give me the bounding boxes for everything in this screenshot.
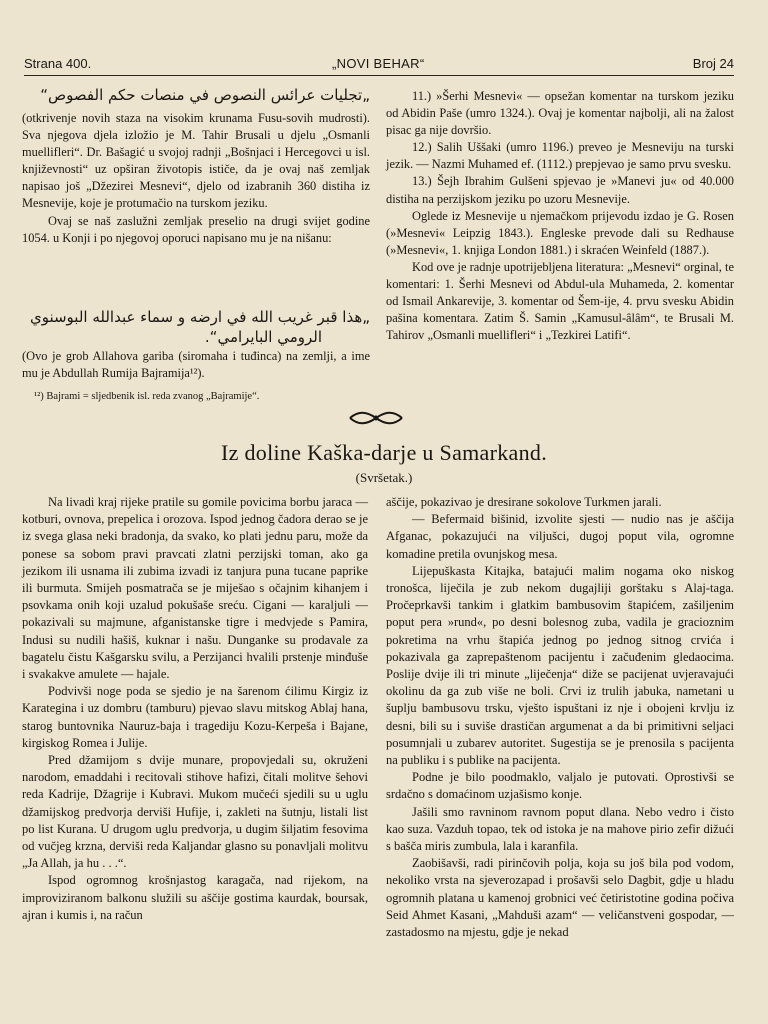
arabic-title-line: „تجليات عرائس النصوص في منصات حكم الفصوص“ (40, 86, 370, 104)
paragraph: Oglede iz Mesnevije u njemačkom prijevodu izdao je G. Rosen (»Mesnevi« Leipzig 1843.). Engleske prevode dali su Redhause (»Mesnevi«, 1. knjiga London 1881.) i skraćen Weinfeld (1887.). (386, 208, 734, 257)
paragraph: Lijepuškasta Kitajka, batajući malim nogama oko niskog tronošca, liječila je zub nekom dugajliji gorštaku s Alaj-taga. Pročeprkavši tankim i glatkim bambusovim štapićem, zašiljenim poput pera »rund«, po desni bolesnog zuba, vadila je gracioznim pokretima na vrhu štapića jednog po jednog sitnog crvića i pokazivala ga zaprepaštenom pacijentu i začuđenim gledaocima. Poslije dvije ili tri minute „liječenja“ diže se pacijenat uvjeravajući okolinu da ga zub više ne boli. Crvi iz trulih jabuka, nametani u šuplju bambusovu trsku, vješto ispuštani iz nje i obojeni krvlju iz desni, bili su i suviše drastičan argumenat a da bi primitivni seljaci posumnjali u zubarev autoritet. Sugestija se je prenosila s pacijenta na publiku i s publike na pacijenta. (386, 563, 734, 768)
paragraph: Ispod ogromnog krošnjastog karagača, nad rijekom, na improviziranom balkonu služili su aščije gostima kaurdak, boursak, ajran i kumis i, na račun (22, 873, 368, 922)
paragraph: 13.) Šejh Ibrahim Gulšeni spjevao je »Manevi ju« od 40.000 distiha na perzijskom jeziku po uzoru Mesnevije. (386, 174, 734, 206)
article-subtitle: (Svršetak.) (355, 470, 413, 485)
paragraph: Kod ove je radnje upotrijebljena literatura: „Mesnevi“ orginal, te komentari: 1. Šerhi Mesnevi od Abdul-ula Muhameda, 2. komentar od Ismail Ankarevije, 3. komentar od Šem-ije, 4. prvu svesku Abidin pašina komentara. Zatim Š. Samin „Kamusul-âlâm“, te Brusali M. Tahirov „Osmanli muellifleri“ i „Tezkirei Latifi“. (386, 259, 734, 343)
footnote: ¹²) Bajrami = sljedbenik isl. reda zvanog „Bajramije“. (34, 391, 260, 402)
issue-number: Broj 24 (692, 56, 734, 71)
paragraph: Jašili smo ravninom ravnom poput dlana. Nebo vedro i čisto kao suza. Vazduh topao, tek od istoka je na mahove pirio zefir dižući s bašča miris zumbula, lala i karanfila. (386, 804, 734, 854)
paragraph: Na livadi kraj rijeke pratile su gomile povicima borbu jaraca — kotburi, ovnova, prepelica i orozova. Ispod jednog čadora derao se je iz svega glasa neki bradonja, da svako, ko plati jednu paru, može da ponese sa sobom pravi pravcati zlatni perzijski toman, ako ga jezikom ili usnama ili zubima izvadi iz tanjura puna tucane paprike ili burmuta. Smijeh posmatrača se je miješao s očajnim kihanjem i psovkama onih koji uzalud pokušaše sreću. Cigani — karaljuli — pokazivali su majmune, afganistanske tigre i medvjede s Pamira, Indusi su nudili hašiš, kuknar i našu. Dunganke su prodavale za bagatelu čistu Kašgarsku svilu, a Perzijanci hvalili prstenje minđuše i svakakve amulete — hajale. (22, 495, 368, 682)
paragraph: 12.) Salih Uššaki (umro 1196.) preveo je Mesneviju na turski jezik. — Nazmi Muhamed ef. (1112.) prepjevao je samo prvu svesku. (386, 140, 734, 172)
running-header (24, 54, 734, 74)
ornament-icon (348, 409, 404, 427)
paragraph: Pred džamijom s dvije munare, propovjedali su, okruženi narodom, emaddahi i recitovali stihove hafizi, čitali molitve šehovi reda Kadrije, Džagrije i Kubravi. Mukom mučeći sjedili su u uglu džamijskog predvorja derviši Hufije, i, zakleti na šutnju, listali list po list Kurana. U drugom uglu predvorja, u dugim šiljatim fesovima od vučjeg krzna, derviši reda Kaljandar glasno su ponavljali molitvu „Ja Allah, ja hu . . .“. (22, 753, 368, 871)
paragraph: Podne je bilo poodmaklo, valjalo je putovati. Oprostivši se srdačno s domaćinom uzjašismo konje. (386, 770, 734, 802)
journal-title: „NOVI BEHAR“ (332, 56, 425, 71)
left-column-translation (22, 348, 370, 382)
paragraph: aščije, pokazivao je dresirane sokolove Turkmen jarali. (386, 495, 662, 509)
paragraph: Podvivši noge poda se sjedio je na šarenom ćilimu Kirgiz iz Karategina i uz dombru (tamburu) pjevao slavu mitskog Ablaj hana, starog buntovnika Nauruz-baja i tragediju Kozu-Kerpeša i Bajane, kirgiskog Romea i Julije. (22, 684, 368, 750)
arabic-epitaph-line2: الرومي البايرامي“. (204, 328, 322, 346)
paragraph: — Befermaid bišinid, izvolite sjesti — nudio nas je aščija Afganac, pokazujući na viljušci, dugoj poput vila, ogromne komadine pretila ovunjskog mesa. (386, 512, 734, 561)
arabic-epitaph-line1: „هذا قبر غريب الله في ارضه و سماء عبدالله البوسنوي (29, 308, 370, 326)
left-column-top (22, 110, 370, 247)
paragraph: (otkrivenje novih staza na visokim krunama Fusu-sovih mudrosti). Sva njegova djela izložio je M. Tahir Brusali u djelu „Osmanli muellifleri“. Dr. Bašagić u svojoj radnji „Bošnjaci i Hercegovci u isl. književnosti“ uz opširan životopis ističe, da je ovaj naš zemljak napisao još „Džezirei Mesnevi“, djelo od izabranih 360 distiha iz Mesnevije, koje je protumačio na turskom jeziku. (22, 111, 370, 211)
header-rule (24, 75, 734, 76)
paragraph: Zaobišavši, radi pirinčovih polja, koja su još bila pod vodom, nekoliko vrsta na sjeverozapad i prošavši selo Dagbit, gdje u hladu ogromnih platana u kamenoj grobnici već četiristotine godina počiva Seid Ahmet Kasani, „Mahduši azam“ — veličanstveni gospodar, — zastadosmo na mjestu, gdje je nekad (386, 856, 734, 940)
paragraph: 11.) »Šerhi Mesnevi« — opsežan komentar na turskom jeziku od Abidin Paše (umro 1324.). Ovaj je komentar najbolji, ali na žalost pisac ga nije dovršio. (386, 89, 734, 138)
paragraph: Ovaj se naš zaslužni zemljak preselio na drugi svijet godine 1054. u Konji i po njegovoj oporuci napisano mu je na nišanu: (22, 213, 370, 245)
article-title: Iz doline Kaška-darje u Samarkand. (220, 440, 548, 465)
paragraph: (Ovo je grob Allahova gariba (siromaha i tuđinca) na zemlji, a ime mu je Abdullah Rumija Bajramija¹²). (22, 349, 370, 381)
page-number: Strana 400. (24, 56, 92, 71)
right-column-bottom (386, 494, 734, 941)
right-column-top (386, 88, 734, 344)
left-column-bottom (22, 494, 368, 924)
